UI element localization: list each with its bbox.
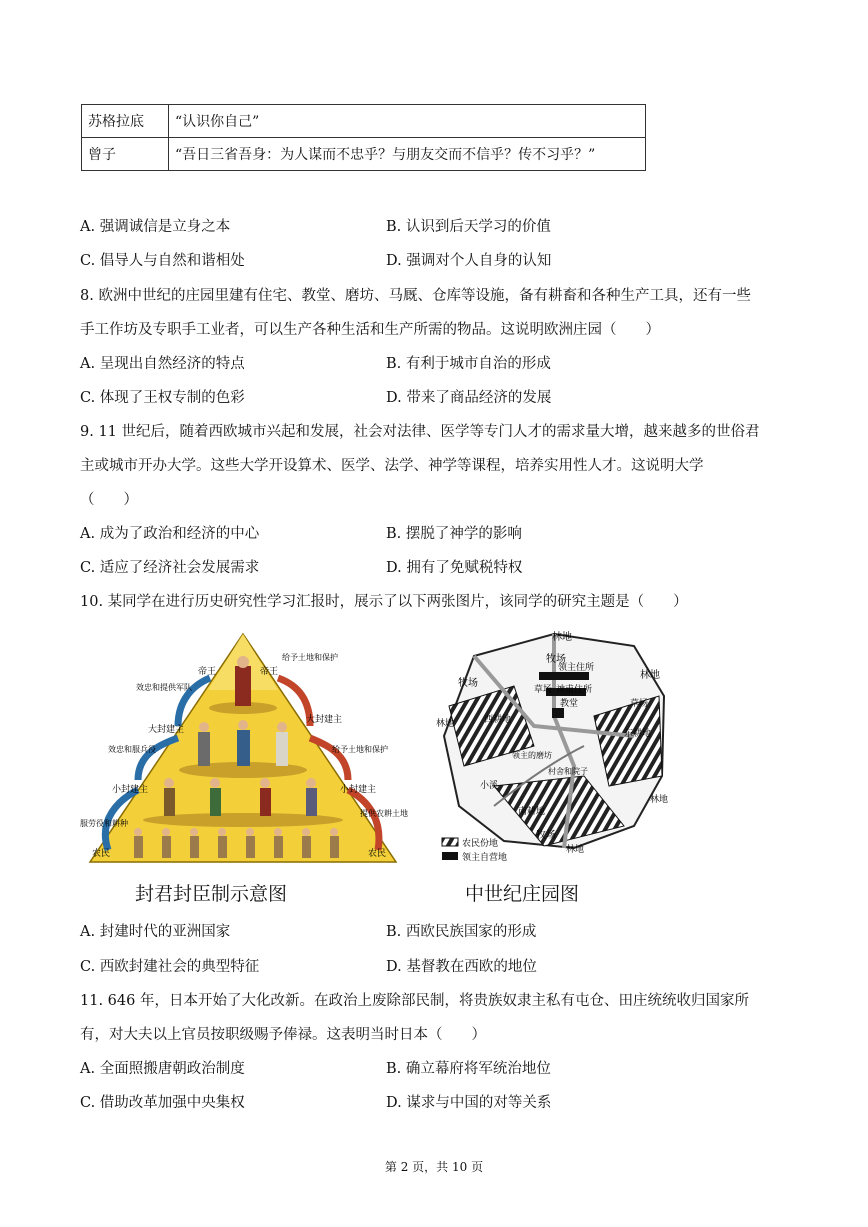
map-label-west-field: 西耕地 — [484, 715, 512, 725]
map-label-woods-ne: 林地 — [640, 670, 660, 681]
rank-label-peasant-right: 农民 — [368, 849, 387, 859]
q10-stem: 10. 某同学在进行历史研究性学习汇报时，展示了以下两张图片，该同学的研究主题是（ ） — [80, 594, 688, 610]
q8-option-b: B. 有利于城市自治的形成 — [386, 356, 551, 372]
q7-option-d: D. 强调对个人自身的认知 — [386, 253, 552, 269]
map-label-south-field: 南耕地 — [518, 807, 546, 817]
figure2-caption: 中世纪庄园图 — [465, 883, 580, 905]
table-cell-person: 曾子 — [82, 138, 169, 171]
map-label-woods-w: 林地 — [436, 719, 455, 729]
duty-label-2: 效忠和服兵役 — [108, 745, 156, 754]
legend-peasant-land: 农民份地 — [462, 839, 499, 849]
feudal-pyramid-figure — [78, 630, 408, 870]
map-label-mill: 领主的磨坊 — [512, 751, 552, 760]
rank-label-peasant: 农民 — [92, 849, 111, 859]
q9-stem-line3: （ ） — [80, 492, 138, 508]
table-row — [82, 105, 646, 138]
q11-option-c: C. 借助改革加强中央集权 — [80, 1095, 245, 1111]
table-row — [82, 138, 646, 171]
page-footer: 第 2 页，共 10 页 — [384, 1160, 484, 1174]
table-cell-quote: “吾日三省吾身：为人谋而不忠乎？与朋友交而不信乎？传不习乎？” — [169, 138, 646, 171]
rank-label-king-right: 帝王 — [260, 667, 279, 677]
q10-option-a: A. 封建时代的亚洲国家 — [80, 924, 231, 940]
q8-option-a: A. 呈现出自然经济的特点 — [80, 356, 245, 372]
map-label-pasture-w: 牧场 — [458, 678, 478, 689]
q11-stem-line2: 有，对大夫以上官员按职级赐予俸禄。这表明当时日本（ ） — [80, 1027, 486, 1043]
q11-option-d: D. 谋求与中国的对等关系 — [386, 1095, 552, 1111]
rank-label-small-lord: 小封建主 — [112, 785, 149, 795]
grant-label-3: 提供农耕土地 — [360, 809, 408, 818]
map-label-woods-n: 林地 — [552, 632, 572, 643]
table-cell-quote: “认识你自己” — [169, 105, 646, 138]
q9-stem-line2: 主或城市开办大学。这些大学开设算术、医学、法学、神学等课程，培养实用性人才。这说明大学 — [80, 458, 704, 474]
duty-label-3: 服劳役和耕种 — [80, 819, 128, 828]
q9-option-c: C. 适应了经济社会发展需求 — [80, 560, 260, 576]
q8-stem-line2: 手工作坊及专职手工业者，可以生产各种生活和生产所需的物品。这说明欧洲庄园（ ） — [80, 322, 660, 338]
q7-option-a: A. 强调诚信是立身之本 — [80, 219, 231, 235]
map-label-east-field: 东耕地 — [624, 729, 652, 739]
rank-label-small-lord-right: 小封建主 — [340, 785, 377, 795]
q11-option-a: A. 全面照搬唐朝政治制度 — [80, 1061, 245, 1077]
legend-lord-demesne: 领主自营地 — [462, 853, 508, 863]
map-label-priest-house: 神甫住所 — [556, 685, 593, 695]
duty-label-1: 效忠和提供军队 — [136, 683, 192, 692]
q7-option-c: C. 倡导人与自然和谐相处 — [80, 253, 245, 269]
figure1-caption: 封君封臣制示意图 — [135, 883, 288, 905]
map-label-meadow: 草场 — [534, 685, 553, 695]
q9-option-d: D. 拥有了免赋税特权 — [386, 560, 523, 576]
q11-stem-line1: 11. 646 年，日本开始了大化改新。在政治上废除部民制，将贵族奴隶主私有屯仓、田庄统统收归国家所 — [80, 993, 749, 1009]
q8-option-c: C. 体现了王权专制的色彩 — [80, 390, 245, 406]
map-label-meadow-e: 草场 — [630, 699, 649, 709]
q7-option-b: B. 认识到后天学习的价值 — [386, 219, 551, 235]
q9-stem-line1: 9. 11 世纪后，随着西欧城市兴起和发展，社会对法律、医学等专门人才的需求量大增，越来越多的世俗君 — [80, 424, 760, 440]
grant-label-2: 给予土地和保护 — [332, 745, 388, 754]
q10-option-b: B. 西欧民族国家的形成 — [386, 924, 537, 940]
q10-option-c: C. 西欧封建社会的典型特征 — [80, 959, 260, 975]
map-label-pasture-n: 牧场 — [546, 654, 566, 665]
rank-label-king: 帝王 — [198, 667, 217, 677]
q11-option-b: B. 确立幕府将军统治地位 — [386, 1061, 551, 1077]
manor-map-figure — [434, 626, 684, 870]
q9-option-b: B. 摆脱了神学的影响 — [386, 526, 522, 542]
map-label-church: 教堂 — [560, 699, 579, 709]
q8-option-d: D. 带来了商品经济的发展 — [386, 390, 552, 406]
q10-option-d: D. 基督教在西欧的地位 — [386, 959, 537, 975]
map-label-lord-house: 领主住所 — [558, 663, 595, 673]
map-label-woods-e: 林地 — [650, 795, 669, 805]
map-label-pasture-s: 牧场 — [536, 830, 556, 841]
map-label-cottages: 村舍和院子 — [548, 767, 588, 776]
q9-option-a: A. 成为了政治和经济的中心 — [80, 526, 260, 542]
rank-label-great-lord-right: 大封建主 — [306, 715, 343, 725]
grant-label-1: 给予土地和保护 — [282, 653, 338, 662]
table-cell-person: 苏格拉底 — [82, 105, 169, 138]
map-label-stream: 小溪 — [480, 781, 499, 791]
rank-label-great-lord: 大封建主 — [148, 725, 185, 735]
quote-table — [81, 104, 646, 171]
q8-stem-line1: 8. 欧洲中世纪的庄园里建有住宅、教堂、磨坊、马厩、仓库等设施，备有耕畜和各种生产工具，还有一些 — [80, 288, 751, 304]
map-label-woods-s: 林地 — [566, 845, 585, 855]
